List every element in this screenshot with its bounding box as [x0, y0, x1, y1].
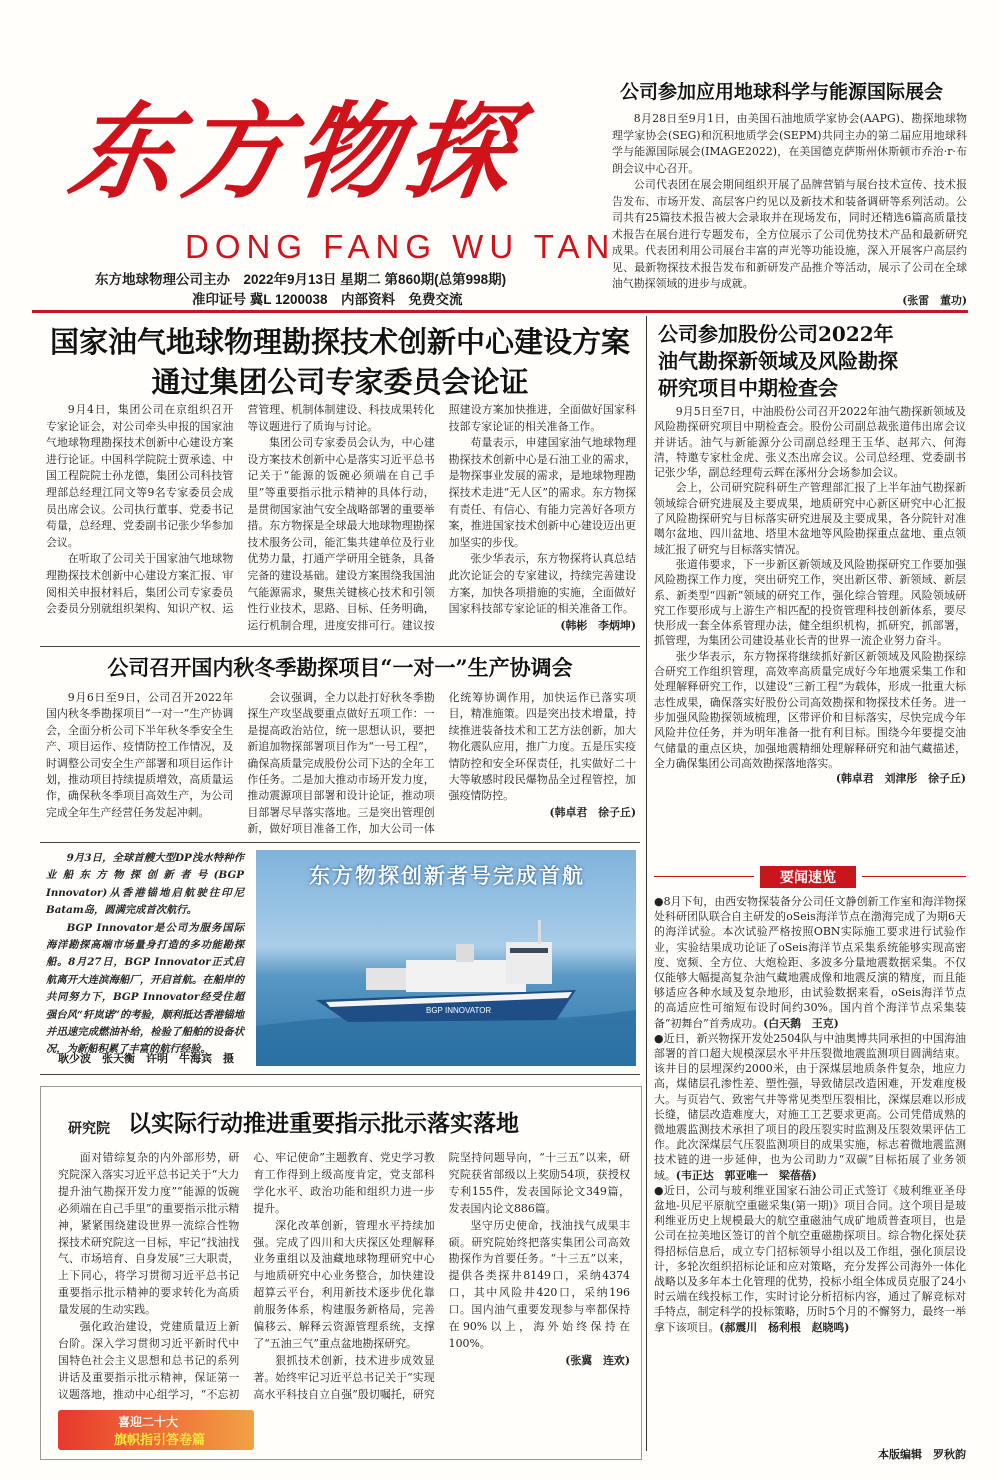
institute-para: 坚守历史使命，找油找气成果丰硕。研究院始终把落实集团公司高效勘探作为首要任务。“十三五”以来，提供各类探井8149口，采纳4374口，其中风险井420口，采纳196口。国内油气重要发现参与率都保持在90%以上，海外始终保持在100%。 [448, 1218, 630, 1350]
ship-para: BGP Innovator是公司为服务国际海洋勘探高端市场量身打造的多功能勘探船。8月27日，BGP Innovator正式启航离开大连滨海船厂，开启首航。在船岸的共同努力下，BGP Innovator经受住超强台风“轩岚诺”的考验，顺利抵达香港锚地并迅速完成燃油补给，检验了船舶的设备状况，为新船积累了丰富的航行经验。 [46, 921, 244, 1056]
lead-headline-1: 国家油气地球物理勘探技术创新中心建设方案 [49, 327, 630, 359]
institute-kicker: 研究院 [68, 1121, 110, 1137]
divider [40, 842, 640, 843]
brief-body [654, 894, 966, 1335]
lead-byline: (韩彬 李炳坤) [560, 618, 636, 632]
exhibit-para: 公司代表团在展会期间组织开展了品牌营销与展台技术宣传、技术报告发布、市场开发、高层客户约见以及新技术和装备调研等系列活动。公司共有25篇技术报告被大会录取并在现场发布，同时还精选6篇高质量技术报告在展台进行专题发布，全方位展示了公司优势技术产品和最新研究成果。代表团利用公司展台丰富的声光等功能设施，深入开展客户高层约见、最新物探技术报告发布和新研发产品推介等活动，展示了公司在全球油气勘探领域的进步与成就。 [612, 178, 967, 290]
masthead-pinyin: DONG FANG WU TAN [185, 228, 616, 265]
bullet-icon: ● [654, 1183, 664, 1197]
coord-para: 9月6日至9日，公司召开2022年国内秋冬季勘探项目“一对一”生产协调会，全面分析公司下半年秋冬季安全生产、项目运作、疫情防控工作情况，及时调整公司安全生产部署和项目运作计划，推动项目持续提质增效，高质量运作，确保秋冬季项目高效生产，为公司完成全年生产经营任务发起冲刺。 [46, 691, 234, 819]
ship-byline: 耿少波 张天衡 许明 牛海宾 摄 [58, 1052, 234, 1065]
ship-body [46, 850, 244, 1059]
midterm-para: 张少华表示，东方物探将继续抓好新区新领域及风险勘探综合研究工作组织管理，高效率高质量完成好今年地震采集工作和处理解释研究工作，以建设“三新工程”为载体，形成一批重大标志性成果，确保落实好股份公司高效勘探和物探技术任务。进一步加强风险勘探领域梳理，区带评价和目标落实，尽快完成今年风险井位任务，并为明年准备一批有利目标。围绕今年要提交油气储量的重点区块，加强地震精细处理解释研究和油气藏描述，全力确保集团公司高效勘探落地落实。 [654, 649, 966, 770]
bullet-icon: ● [654, 1031, 664, 1045]
brief-sig: (郝震川 杨利根 赵晓鸣) [719, 1320, 850, 1334]
brief-rule [654, 876, 754, 877]
bullet-icon: ● [654, 895, 664, 908]
coord-para: 会议强调，全力以赴打好秋冬季勘探生产攻坚战要重点做好五项工作：一是提高政治站位，统一思想认识，要把新追加物探部署项目作为“一号工程”，确保高质量完成股份公司下达的全年工作任务。二是加大推动市场开发力度，推动震源项目部署和设计论证，推动项目部署尽早落实落地。三是突出管理创新，做好项目准备工作，加大公司一体化统筹协调作用，加快运作已落实项目，精准施策。四是突出技术增量，持续推进装备技术和工艺方法创新，加大物化震队应用，推广力度。五是压实疫情防控和安全环保责任，扎实做好二十大等敏感时段民爆物品全过程管控，加强疫情防控。 [247, 691, 636, 836]
lead-para: 集团公司专家委员会认为，中心建设方案技术创新中心是落实习近平总书记关于“能源的饭碗必须端在自己手里”等重要指示批示精神的具体行动，是贯彻国家油气安全战略部署的重要举措。东方物探是全球最大地球物理勘探技术服务公司，能汇集共建单位及行业优势力量，打通产学研用全链条，具备完备的建设基础。建设方案围绕我国油气能源需求，聚焦关键核心技术和引领性行业技术，思路、目标、任务明确，运行机制合理，进度安排可行。建议按照建设方案加快推进，全面做好国家科技部专家论证的相关准备工作。 [247, 403, 636, 632]
masthead-rule [32, 310, 968, 313]
brief-sig: (白天鹅 王克) [763, 1016, 839, 1030]
brief-item-text: 8月下旬，由西安物探装备分公司任文静创新工作室和海洋物探处科研团队联合自主研发的oSeis海洋节点在渤海完成了为期6天的海洋试验。本次试验严格按照OBN实际施工要求进行试验作业，实验结果成功论证了oSeis海洋节点采集系统能够实现高密度、宽频、全方位、大炮检距、多波多分量地震数据采集。不仅仅能够大幅提高复杂油气藏地震成像和地震反演的精度，而且能够适应各种水域及复杂地形，由试验数据来看，oSeis海洋节点的高适应性可缩短布设时间约30%。国内首个海洋节点采集装备“初舞台”首秀成功。 [654, 895, 966, 1030]
photo-caption: 东方物探创新者号完成首航 [309, 863, 585, 888]
institute-headline: 以实际行动推进重要指示批示落实落地 [128, 1110, 519, 1137]
issue-line: 东方地球物理公司主办 2022年9月13日 星期二 第860期(总第998期) [95, 272, 507, 287]
midterm-headline-1: 公司参加股份公司2022年 [658, 322, 894, 346]
ship-mast [538, 920, 541, 944]
page-editor: 本版编辑 罗秋韵 [878, 1448, 966, 1461]
lead-headline-2: 通过集团公司专家委员会论证 [151, 367, 529, 399]
brief-item [654, 894, 966, 1031]
promo-line1: 喜迎二十大 [118, 1415, 179, 1429]
divider [40, 646, 640, 647]
institute-para: 面对错综复杂的内外部形势，研究院深入落实习近平总书记关于“大力提升油气勘探开发力度”“能源的饭碗必须端在自己手里”的重要指示批示精神，紧紧围绕建设世界一流综合性物探技术研究院这一目标，牢记“找油找气、市场培育、自身发展”三大职责，上下同心，将学习贯彻习近平总书记重要指示批示精神的要求转化为高质量发展的生动实践。 [58, 1151, 240, 1317]
brief-badge: 要闻速览 [760, 866, 856, 888]
institute-para: 狠抓技术创新，技术进步成效显著。始终牢记习近平总书记关于“实现高水平科技自立自强”殷切嘱托，研究院坚持问题导向，“十三五”以来，研究院获省部级以上奖励54项，获授权专利155件，发表国际论文349篇，发表国内论文886篇。 [253, 1151, 630, 1401]
exhibit-headline: 公司参加应用地球科学与能源国际展会 [620, 81, 944, 103]
coord-headline: 公司召开国内秋冬季勘探项目“一对一”生产协调会 [107, 655, 573, 680]
masthead-title: 东方物探 [62, 90, 528, 213]
ship-hull-text: BGP INNOVATOR [426, 1006, 492, 1015]
lead-para: 9月4日，集团公司在京组织召开专家论证会，对公司牵头申报的国家油气地球物理勘探技术创新中心建设方案进行论证。中国科学院院士贾承逵、中国工程院院士孙龙德，集团公司科技管理部总经理江同文等9名专家委员会成员出席会议。公司执行董事、党委书记苟量，总经理、党委副书记张少华参加会议。 [46, 403, 234, 549]
midterm-para: 张道伟要求，下一步新区新领域及风险勘探研究工作要加强风险勘探工作力度，突出研究工作，突出新区带、新领域、新层系、新类型“四新”领域的研究工作，强化综合管理。风险领域研究工作要形成与上游生产相匹配的投资管理科技创新体系，要尽快形成一套全体系管理办法，健全组织机构，抓研究，抓部署，抓管理，为集团公司建设基业长青的世界一流企业努力奋斗。 [654, 557, 966, 648]
exhibit-para: 8月28日至9月1日，由美国石油地质学家协会(AAPG)、勘探地球物理学家协会(SEG)和沉积地质学会(SEPM)共同主办的第二届应用地球科学与能源国际展会(IMAGE2022)，在美国德克萨斯州休斯顿市乔治·r·布朗会议中心召开。 [612, 112, 967, 175]
midterm-headline-3: 研究项目中期检查会 [658, 376, 838, 400]
ship-bridge-windows [510, 948, 548, 953]
column-divider [646, 316, 647, 1451]
midterm-para: 会上，公司研究院科研生产管理部汇报了上半年油气勘探新领域综合研究进展及主要成果，地质研究中心新区研究中心汇报了风险勘探研究与目标落实研究进展及主要成果，各分院针对准噶尔盆地、四川盆地、塔里木盆地等风险勘探重点盆地、重点领域汇报了研究与目标落实情况。 [654, 481, 966, 556]
ship-illustration [256, 850, 636, 1066]
divider [40, 1074, 640, 1075]
brief-item-text: 近日，新兴物探开发处2504队与中油奥博共同承担的中国海油部署的首口超大规模深层水平井压裂微地震监测项目圆满结束。该井目的层埋深约2000米，由于深煤层地质条件复杂，地应力高，煤储层孔渗性差、塑性强，导致储层改造困难，开发难度极大。与页岩气、致密气井等常见类型压裂相比，深煤层难以形成长缝，储层改造难度大，对施工工艺要求更高。公司凭借成熟的微地震监测技术承担了项目的段压裂实时监测及压裂效果评估工作。此次深煤层气压裂监测项目的成果实施，标志着微地震监测技术链的进一步延伸，也为公司助力“双碳”目标拓展了业务领域。 [654, 1031, 966, 1182]
institute-para: 深化改革创新，管理水平持续加强。完成了四川和大庆探区处理解释业务重组以及油藏地球物理研究中心与地质研究中心业务整合，加快建设超算云平台，利用新技术逐步优化靠前服务体系，构建服务新格局，完善偏移云、解释云资源管理系统，支撑了“五油三气”重点盆地勘探研究。 [253, 1218, 435, 1350]
lead-para: 张少华表示，东方物探将认真总结此次论证会的专家建议，持续完善建设方案，加快各项措施的实施，全面做好国家科技部专家论证的相关准备工作。 [448, 552, 636, 616]
exhibit-byline: (张雷 董功) [902, 293, 967, 307]
coord-body [46, 690, 636, 838]
promo-banner [58, 1410, 254, 1450]
lead-para: 苟量表示，申建国家油气地球物理勘探技术创新中心是石油工业的需求，是物探事业发展的需求，是地球物理勘探技术走进“无人区”的需求。东方物探有责任、有信心、有能力完善好各项方案，推进国家技术创新中心建设迈出更加坚实的步伐。 [448, 436, 636, 549]
brief-item-text: 近日，公司与玻利维亚国家石油公司正式签订《玻利维亚圣母盆地-贝尼平原航空重磁采集(第一期)》项目合同。这个项目是玻利维亚历史上规模最大的航空重磁油气成矿地质普查项目，也是公司在拉美地区签订的首个航空重磁勘探项目。综合物化探处获得招标信息后，成立专门招标领导小组以及工作组，强化顶层设计，多轮次组织招标论证和应对策略，充分发挥公司海外一体化战略以及多年本土化管理的优势，投标小组全体成员克服了24小时云端在线投标工作，实时讨论分析招标内容，通过了解竞标对手特点，制定科学的投标策略，历时5个月的不懈努力，最终一举拿下该项目。 [654, 1183, 966, 1334]
institute-body [58, 1150, 630, 1410]
midterm-para: 9月5日至7日，中油股份公司召开2022年油气勘探新领域及风险勘探研究项目中期检查会。股份公司副总裁张道伟出席会议并讲话。油气与新能源分公司副总经理王玉华、赵邦六、何海清，特邀专家杜金虎、张义杰出席会议。公司总经理、党委副书记张少华，副总经理苟云辉在涿州分会场参加会议。 [654, 405, 966, 480]
lead-para: 在听取了公司关于国家油气地球物理勘探技术创新中心建设方案汇报、审阅相关申报材料后，集团公司专家委员会委员分别就组织架构、知识产权、运营管理、机制体制建设、科技成果转化等议题进行了质询与讨论。 [46, 403, 435, 616]
promo-line2: 旗帜指引答卷篇 [114, 1432, 206, 1447]
midterm-byline: (韩卓君 刘津彤 徐子丘) [835, 772, 966, 786]
ship-para: 9月3日，全球首艘大型DP浅水特种作业船东方物探创新者号(BGP Innovator)从香港锚地启航驶往印尼Batam岛，圆满完成首次航行。 [46, 852, 244, 917]
midterm-headline-2: 油气勘探新领域及风险勘探 [658, 349, 898, 373]
brief-item [654, 1031, 966, 1183]
institute-para: 强化政治建设，党建质量迈上新台阶。深入学习贯彻习近平新时代中国特色社会主义思想和总书记的系列讲话及重要指示批示精神，保证第一议题落地，推动中心组学习，“不忘初心、牢记使命”主题教育、党史学习教育工作得到上级高度肯定，党支部科学化水平、政治功能和组织力进一步提升。 [58, 1151, 435, 1401]
ship-crane [366, 968, 406, 990]
permit-line: 准印证号 冀L 1200038 内部资料 免费交流 [192, 292, 463, 307]
brief-sig: (韦正达 郭亚唯一 梁蓓蓓) [675, 1168, 817, 1182]
exhibit-body [612, 111, 967, 309]
brief-item [654, 1183, 966, 1335]
institute-byline: (张冀 连欢) [565, 1353, 630, 1367]
midterm-body [654, 404, 966, 786]
ship-stack [456, 944, 474, 962]
coord-byline: (韩卓君 徐子丘) [549, 805, 636, 819]
ship-photo [256, 850, 636, 1066]
lead-body [46, 402, 636, 642]
brief-rule [862, 876, 966, 877]
